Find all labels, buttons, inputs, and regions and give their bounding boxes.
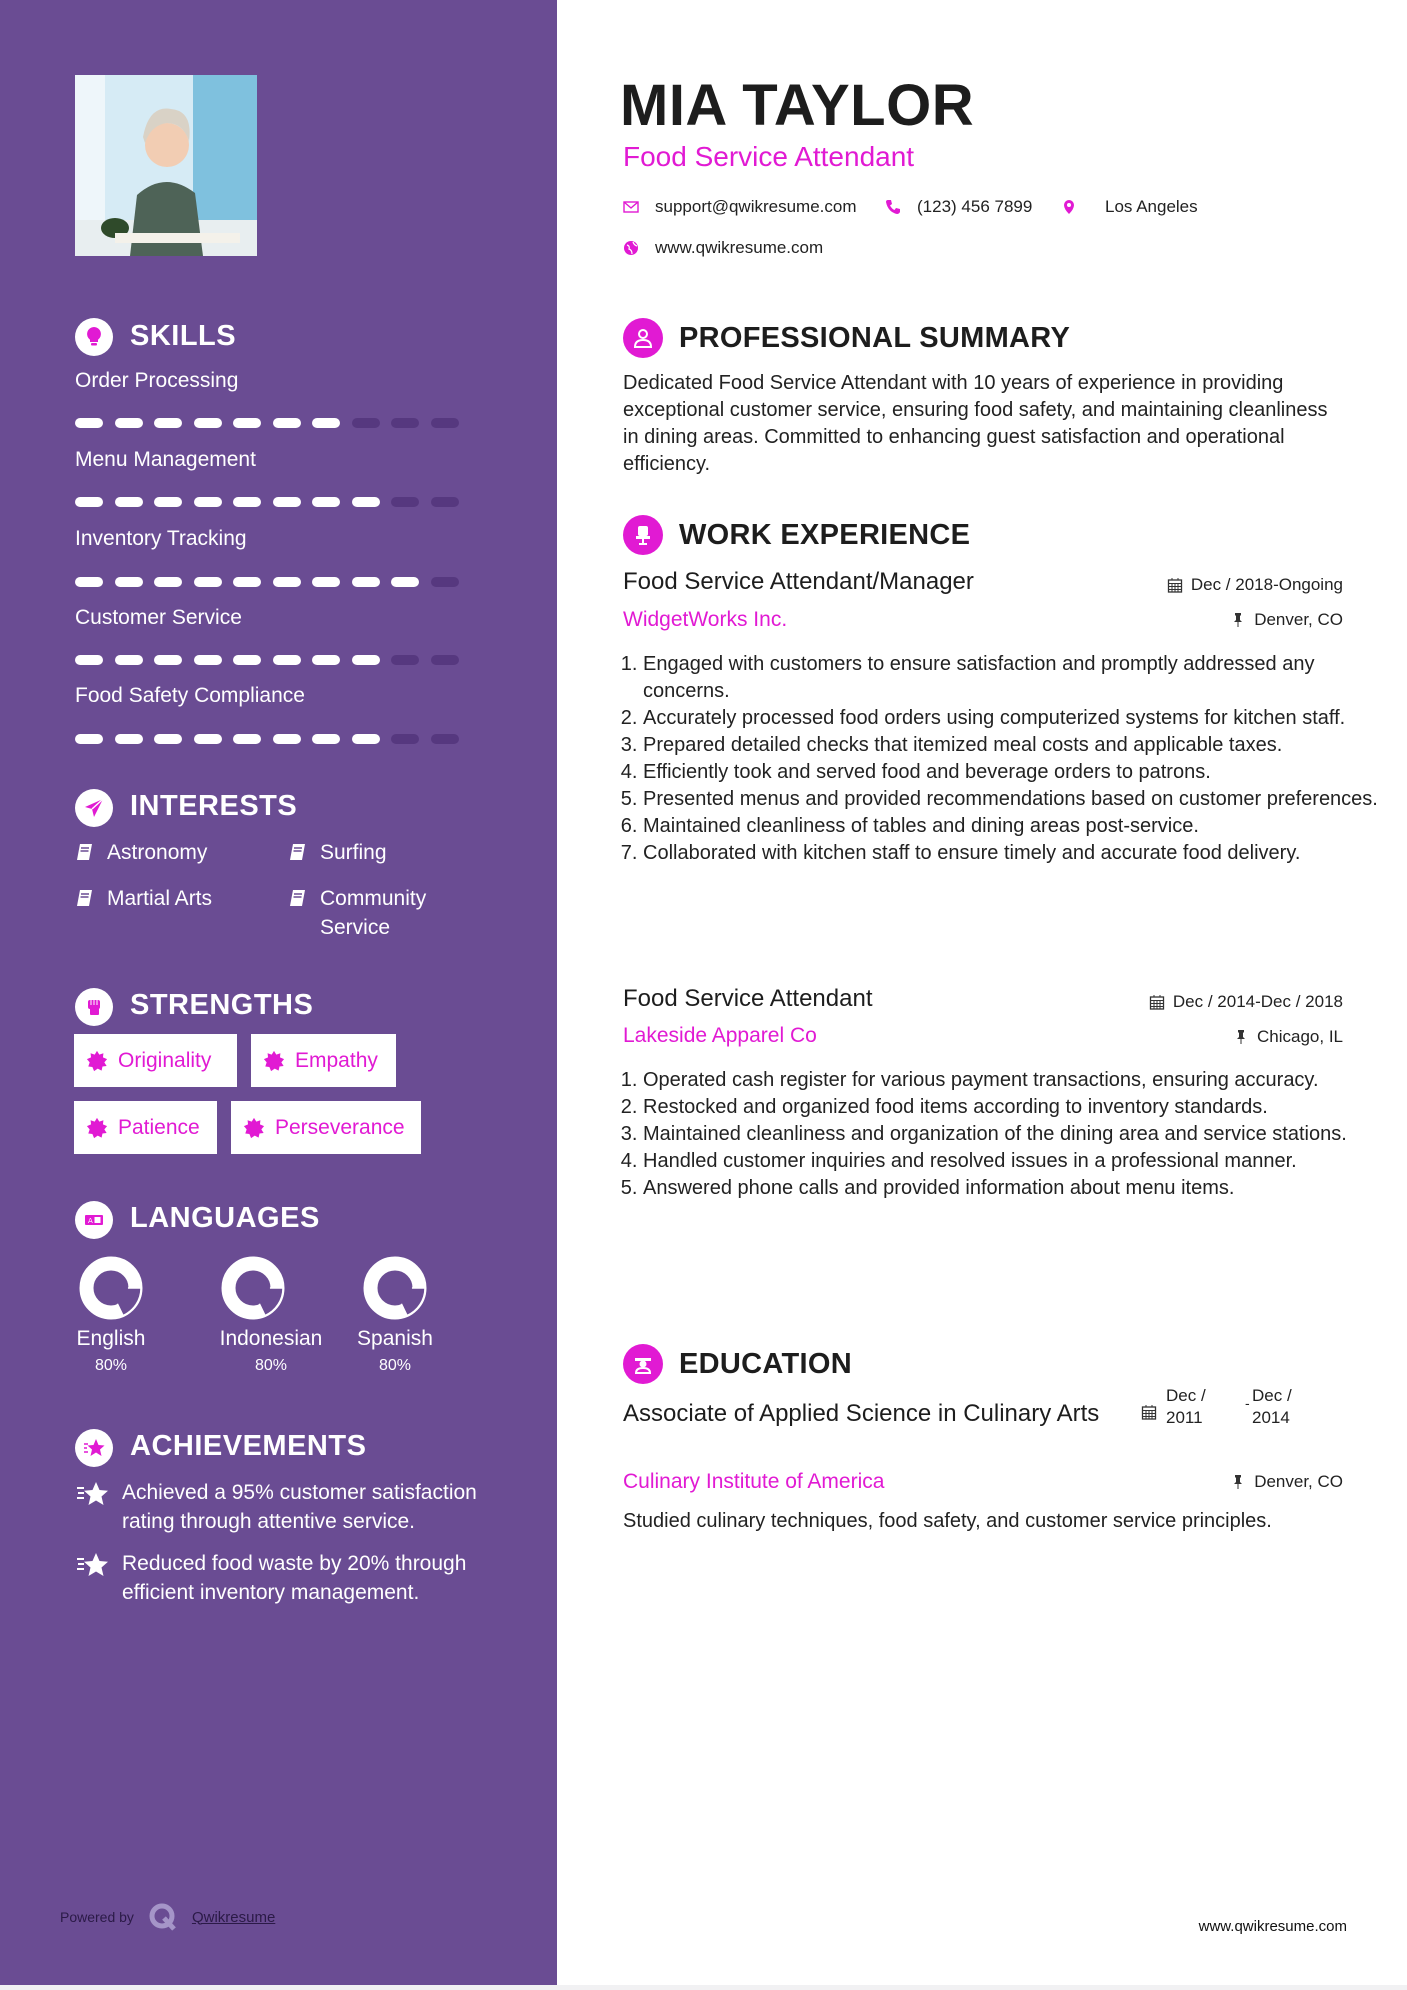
skill-dash [194,418,222,428]
skill-dash [233,577,261,587]
skill-label: Menu Management [75,448,256,471]
book-icon [288,888,308,908]
lightbulb-icon [75,318,113,356]
page-bottom-edge [0,1985,1407,1990]
skill-dash [233,497,261,507]
skill-dash [154,734,182,744]
skill-dash [352,497,380,507]
skill-dash [75,418,103,428]
pushpin-icon [1233,1029,1249,1045]
skill-dash [391,734,419,744]
language-item: English 80% [76,1327,146,1374]
language-item: Spanish 80% [357,1327,433,1374]
duty-item: 5. Presented menus and provided recommendations based on customer preferences. [643,786,1378,813]
footer-website[interactable]: www.qwikresume.com [1198,1918,1347,1935]
education-heading: EDUCATION [623,1344,852,1384]
fist-icon [75,988,113,1026]
company-name: Lakeside Apparel Co [623,1024,817,1047]
strength-tag: Empathy [251,1034,396,1087]
candidate-title: Food Service Attendant [623,141,915,172]
skill-dash [154,497,182,507]
skill-dash [194,497,222,507]
contact-email: support@qwikresume.com [623,197,857,217]
duty-item: 4. Handled customer inquiries and resolved issues in a professional manner. [643,1148,1378,1175]
skill-dash [194,734,222,744]
strength-tag: Originality [74,1034,237,1087]
skill-rating [75,655,459,665]
map-pin-icon [1061,199,1077,215]
duty-item: 5. Answered phone calls and provided information about menu items. [643,1175,1378,1202]
badge-icon [86,1117,108,1139]
duty-item: 1. Operated cash register for various payment transactions, ensuring accuracy. [643,1067,1378,1094]
badge-icon [263,1050,285,1072]
skill-dash [431,577,459,587]
calendar-icon [1149,994,1165,1010]
achievement-item: Reduced food waste by 20% through efficient inventory management. [75,1549,515,1607]
language-donut [363,1256,427,1325]
skill-dash [431,497,459,507]
skill-dash [273,655,301,665]
star-icon [75,1480,109,1508]
skill-label: Inventory Tracking [75,527,247,550]
book-icon [75,888,95,908]
achievements-heading: ACHIEVEMENTS [130,1430,367,1462]
skill-dash [431,734,459,744]
skill-dash [273,418,301,428]
qwikresume-link[interactable]: Qwikresume [191,1908,276,1926]
book-icon [288,842,308,862]
powered-by: Powered by Qwikresume [60,1902,275,1932]
skill-dash [75,655,103,665]
edu-location: Denver, CO [1230,1472,1343,1492]
skill-dash [154,418,182,428]
skill-dash [194,577,222,587]
skill-dash [154,655,182,665]
skill-dash [312,734,340,744]
skill-dash [233,418,261,428]
contact-phone: (123) 456 7899 [885,197,1032,217]
interest-item: Astronomy [75,838,207,867]
duty-item: 1. Engaged with customers to ensure satisfaction and promptly addressed any concerns. [643,651,1378,705]
contact-website: www.qwikresume.com [623,238,823,258]
skill-dash [115,577,143,587]
phone-icon [885,199,901,215]
skill-rating [75,497,459,507]
edu-date-separator: - [1245,1395,1250,1411]
job-duties [615,651,1378,867]
skill-dash [391,577,419,587]
interests-heading: INTERESTS [130,790,298,822]
job-dates: Dec / 2014-Dec / 2018 [1149,992,1343,1012]
skill-dash [273,577,301,587]
star-icon [75,1551,109,1579]
profile-photo [75,75,257,256]
skill-dash [194,655,222,665]
skill-dash [352,655,380,665]
badge-icon [86,1050,108,1072]
skill-dash [431,418,459,428]
skill-label: Food Safety Compliance [75,684,305,707]
job-dates: Dec / 2018-Ongoing [1167,575,1343,595]
language-donut [221,1256,285,1325]
skill-dash [75,734,103,744]
skill-dash [352,577,380,587]
edu-description: Studied culinary techniques, food safety, and customer service principles. [623,1510,1272,1532]
book-icon [75,842,95,862]
pushpin-icon [1230,612,1246,628]
summary-heading: PROFESSIONAL SUMMARY [623,318,1070,358]
skill-dash [115,734,143,744]
skill-dash [391,497,419,507]
skill-dash [115,418,143,428]
svg-text:A: A [88,1217,93,1225]
graduate-icon [623,1344,663,1384]
badge-icon [243,1117,265,1139]
skill-dash [233,655,261,665]
skill-dash [312,497,340,507]
pushpin-icon [1230,1474,1246,1490]
school-name: Culinary Institute of America [623,1470,885,1493]
skill-dash [352,734,380,744]
duty-item: 3. Prepared detailed checks that itemized meal costs and applicable taxes. [643,732,1378,759]
skill-dash [312,655,340,665]
languages-heading: LANGUAGES [130,1202,320,1234]
company-name: WidgetWorks Inc. [623,608,788,631]
skill-dash [391,655,419,665]
paper-plane-icon [75,789,113,827]
qwikresume-logo-icon [148,1902,178,1932]
strengths-heading: STRENGTHS [130,989,314,1021]
job-location: Denver, CO [1230,610,1343,630]
calendar-icon [1141,1404,1157,1425]
duty-item: 2. Restocked and organized food items according to inventory standards. [643,1094,1378,1121]
language-item: Indonesian 80% [219,1327,323,1374]
user-icon [623,318,663,358]
office-chair-icon [623,515,663,555]
skill-dash [391,418,419,428]
skill-rating [75,418,459,428]
duty-item: 6. Maintained cleanliness of tables and dining areas post-service. [643,813,1378,840]
language-donut [79,1256,143,1325]
experience-heading: WORK EXPERIENCE [623,515,970,555]
skill-dash [431,655,459,665]
strength-tag: Perseverance [231,1101,421,1154]
summary-text: Dedicated Food Service Attendant with 10 years of experience in providing exceptional customer service, ensuring food safety, and maintaining cleanliness in dining areas. Committed to enhancing guest satisfaction and operational efficiency. [623,372,1328,475]
job-title: Food Service Attendant [623,985,873,1012]
calendar-icon [1167,577,1183,593]
achievement-item: Achieved a 95% customer satisfaction rating through attentive service. [75,1478,515,1536]
skill-dash [115,497,143,507]
skills-heading: SKILLS [130,320,237,352]
job-title: Food Service Attendant/Manager [623,568,974,595]
contact-location: Los Angeles [1061,197,1198,217]
degree-title: Associate of Applied Science in Culinary Arts [623,1400,1100,1427]
duty-item: 7. Collaborated with kitchen staff to ensure timely and accurate food delivery. [643,840,1378,867]
candidate-name: MIA TAYLOR [620,73,975,138]
skill-dash [273,497,301,507]
duty-item: 2. Accurately processed food orders using computerized systems for kitchen staff. [643,705,1378,732]
edu-start-date: Dec / 2011 [1166,1386,1206,1427]
skill-dash [273,734,301,744]
translate-icon [75,1201,113,1239]
skill-dash [352,418,380,428]
skill-dash [233,734,261,744]
interest-item: Community Service [288,884,418,942]
job-duties [615,1067,1378,1202]
envelope-icon [623,199,639,215]
globe-icon [623,240,639,256]
job-location: Chicago, IL [1233,1027,1343,1047]
skill-rating [75,577,459,587]
skill-dash [75,497,103,507]
strength-tag: Patience [74,1101,217,1154]
duty-item: 4. Efficiently took and served food and beverage orders to patrons. [643,759,1378,786]
skill-rating [75,734,459,744]
skill-dash [115,655,143,665]
skill-dash [312,577,340,587]
interest-item: Surfing [288,838,387,867]
duty-item: 3. Maintained cleanliness and organization of the dining area and service stations. [643,1121,1378,1148]
skill-dash [154,577,182,587]
edu-end-date: Dec / 2014 [1252,1386,1292,1427]
skill-label: Customer Service [75,606,242,629]
interest-item: Martial Arts [75,884,212,913]
skill-label: Order Processing [75,369,239,392]
star-award-icon [75,1429,113,1467]
skill-dash [75,577,103,587]
skill-dash [312,418,340,428]
